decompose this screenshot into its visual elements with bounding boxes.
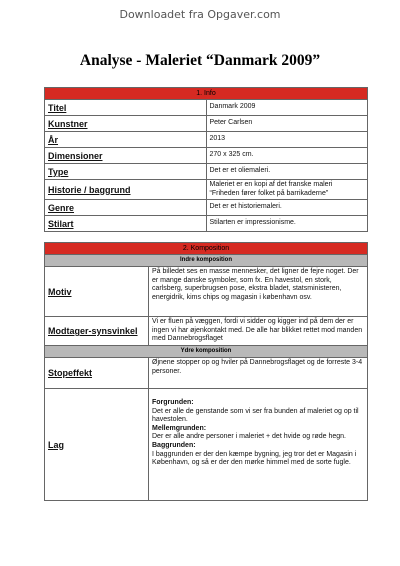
row-label: Genre bbox=[45, 200, 207, 216]
ydre-heading: Ydre komposition bbox=[45, 346, 368, 358]
info-section-header bbox=[45, 88, 368, 100]
row-label: Titel bbox=[45, 100, 207, 116]
indre-subheader bbox=[45, 255, 368, 267]
row-label: Dimensioner bbox=[45, 148, 207, 164]
info-row bbox=[45, 164, 368, 180]
row-value: På billedet ses en masse mennesker, det ligner de fejre noget. Der er mange danske symboler, som fx. En havestol, en stork, carlsberg, superbrugsen pose, ekstra bladet, statsministeren, energidrik, kims chips og magasin i københavn osv. bbox=[149, 267, 368, 317]
row-label: Type bbox=[45, 164, 207, 180]
mellemgrund-heading: Mellemgrunden: bbox=[152, 424, 207, 432]
row-value: Det er et oliemaleri. bbox=[206, 164, 368, 180]
forgrund-heading: Forgrunden: bbox=[152, 399, 194, 406]
modtager-row bbox=[45, 317, 368, 346]
indre-heading: Indre komposition bbox=[45, 255, 368, 267]
mellemgrund-text: Der er alle andre personer i maleriet + det hvide og røde hegn. bbox=[152, 433, 346, 441]
row-value: Maleriet er en kopi af det franske maleri “Friheden fører folket på barrikaderne” bbox=[206, 180, 368, 200]
komposition-heading: 2. Komposition bbox=[45, 243, 368, 255]
row-value: Det er et historiemaleri. bbox=[206, 200, 368, 216]
row-label: Modtager-synsvinkel bbox=[45, 317, 149, 346]
row-label: Stopeffekt bbox=[45, 358, 149, 389]
row-label: Stilart bbox=[45, 216, 207, 232]
row-value: 2013 bbox=[206, 132, 368, 148]
row-value: Øjnene stopper op og hviler på Dannebrogsflaget og de forreste 3-4 personer. bbox=[149, 358, 368, 389]
lag-row bbox=[45, 389, 368, 501]
info-row bbox=[45, 116, 368, 132]
info-row bbox=[45, 216, 368, 232]
page-title: Analyse - Maleriet “Danmark 2009” bbox=[79, 52, 321, 69]
row-value: Stilarten er impressionisme. bbox=[206, 216, 368, 232]
row-label: Motiv bbox=[45, 267, 149, 317]
row-label: År bbox=[45, 132, 207, 148]
info-row bbox=[45, 200, 368, 216]
info-row bbox=[45, 100, 368, 116]
forgrund-text: Det er alle de genstande som vi ser fra bunden af maleriet og op til havestolen. bbox=[152, 407, 359, 424]
row-label: Kunstner bbox=[45, 116, 207, 132]
info-row bbox=[45, 148, 368, 164]
info-table bbox=[44, 87, 368, 232]
motiv-row bbox=[45, 267, 368, 317]
stopeffekt-row bbox=[45, 358, 368, 389]
komposition-table bbox=[44, 242, 368, 501]
row-value: 270 x 325 cm. bbox=[206, 148, 368, 164]
komposition-section-header bbox=[45, 243, 368, 255]
watermark: Downloadet fra Opgaver.com bbox=[119, 8, 281, 21]
baggrund-text: I baggrunden er der den kæmpe bygning, jeg tror det er Magasin i København, og så er der den mørke himmel med de sorte fugle. bbox=[152, 450, 357, 467]
row-value: Vi er fluen på væggen, fordi vi sidder og kigger ind på dem der er ingen vi har øjenkontakt med. De alle har blikket rettet mod manden med Dannebrogsflaget bbox=[149, 317, 368, 346]
row-value bbox=[149, 389, 368, 501]
info-heading: 1. Info bbox=[45, 88, 368, 100]
row-value: Peter Carlsen bbox=[206, 116, 368, 132]
row-value: Danmark 2009 bbox=[206, 100, 368, 116]
info-row bbox=[45, 180, 368, 200]
baggrund-heading: Baggrunden: bbox=[152, 441, 196, 449]
ydre-subheader bbox=[45, 346, 368, 358]
row-label: Historie / baggrund bbox=[45, 180, 207, 200]
row-label: Lag bbox=[45, 389, 149, 501]
info-row bbox=[45, 132, 368, 148]
